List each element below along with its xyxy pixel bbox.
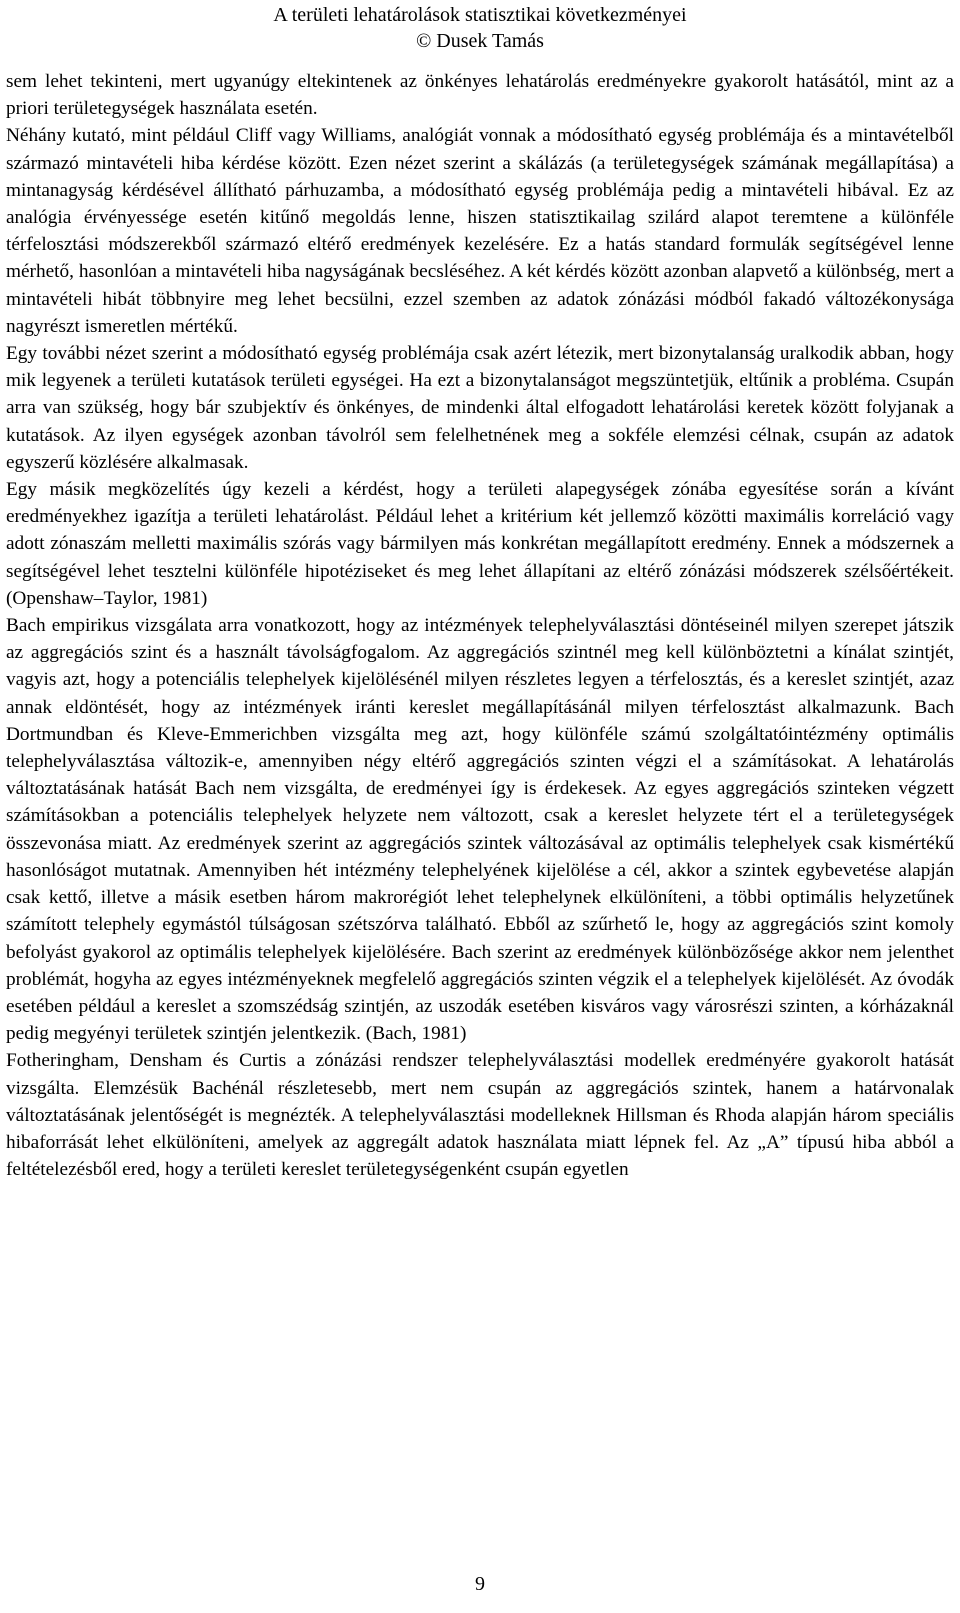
paragraph: Bach empirikus vizsgálata arra vonatkozott, hogy az intézmények telephelyválasztási döntéseinél milyen szerepet játszik az aggregációs szint és a használt távolságfogalom. Az aggregációs szintnél meg kell különböztetni a kínálat szintjét, vagyis azt, hogy a potenciális telephelyek kijelölésénél milyen részletes legyen a térfelosztás, és a kereslet szintjét, azaz annak eldöntését, hogy az intézmények iránti kereslet megállapításánál milyen térfelosztást alkalmazunk. Bach Dortmundban és Kleve-Emmerichben vizsgálta meg azt, hogy különféle számú szolgáltatóintézmény optimális telephelyválasztása változik-e, amennyiben négy eltérő aggregációs szinten végzi el a számításokat. A lehatárolás változtatásának hatását Bach nem vizsgálta, de eredményei így is érdekesek. Az egyes aggregációs szinteken végzett számításokban a potenciális telephelyek helyzete nem változott, csak a kereslet helyzete tért el a területegységek összevonása miatt. Az eredmények szerint az aggregációs szintek változásával az optimális telephelyek csak kismértékű hasonlóságot mutatnak. Amennyiben hét intézmény telephelyének kijelölése a cél, akkor a szintek egybevetése alapján csak kettő, illetve a másik esetben három makrorégiót lehet telephelynek elkülöníteni, a többi optimális helyzetűnek számított telephely egymástól túlságosan szétszórva található. Ebből az szűrhető le, hogy az aggregációs szint komoly befolyást gyakorol az optimális telephelyek kijelölésére. Bach szerint az eredmények különbözősége akkor nem jelenthet problémát, hogyha az egyes intézményeknek megfelelő aggregációs szinten végzik el a telephelyek kijelölését. Az óvodák esetében például a kereslet a szomszédság szintjén, az uszodák esetében kisváros vagy városrészi szinten, a kórházaknál pedig megyényi területek szintjén jelentkezik. (Bach, 1981) xyxy=(6,615,954,1045)
paragraph: Egy másik megközelítés úgy kezeli a kérdést, hogy a területi alapegységek zónába egyesítése során a kívánt eredményekhez igazítja a területi lehatárolást. Például lehet a kritérium két jellemző közötti maximális korreláció vagy adott zónaszám melletti maximális szórás vagy bármilyen más konkrétan megállapított eredmény. Ennek a módszernek a segítségével lehet tesztelni különféle hipotéziseket és meg lehet állapítani az eltérő zónázási módszerek szélsőértékeit. (Openshaw–Taylor, 1981) xyxy=(6,479,954,609)
page-header xyxy=(0,2,960,54)
paragraph: sem lehet tekinteni, mert ugyanúgy eltekintenek az önkényes lehatárolás eredményekre gyakorolt hatásától, mint az a priori területegységek használata esetén. xyxy=(6,71,954,120)
document-title: A területi lehatárolások statisztikai következményei xyxy=(273,4,687,26)
document-body xyxy=(6,68,954,1183)
paragraph: Fotheringham, Densham és Curtis a zónázási rendszer telephelyválasztási modellek eredményére gyakorolt hatását vizsgálta. Elemzésük Bachénál részletesebb, mert nem csupán az aggregációs szintek, hanem a határvonalak változtatásának jelentőségét is megnézték. A telephelyválasztási modelleknek Hillsman és Rhoda alapján három speciális hibaforrását lehet elkülöníteni, amelyek az aggregált adatok használata miatt lépnek fel. Az „A” típusú hiba abból a feltételezésből ered, hogy a területi kereslet területegységenként csupán egyetlen xyxy=(6,1050,954,1181)
page-number: 9 xyxy=(475,1573,485,1595)
document-author: © Dusek Tamás xyxy=(416,30,544,52)
paragraph: Néhány kutató, mint például Cliff vagy Williams, analógiát vonnak a módosítható egység problémája és a mintavételből származó mintavételi hiba kérdése között. Ezen nézet szerint a skálázás (a területegységek számának megállapítása) a mintanagyság kérdésével állítható párhuzamba, a módosítható egység problémája pedig a mintavételi hibával. Ez az analógia érvényessége esetén kitűnő megoldás lenne, hiszen statisztikailag szilárd alapot teremtene a különféle térfelosztási módszerekből származó eltérő eredmények kezelésére. Ez a hatás standard formulák segítségével lenne mérhető, hasonlóan a mintavételi hiba nagyságának becsléséhez. A két kérdés között azonban alapvető a különbség, mert a mintavételi hibát többnyire meg lehet becsülni, ezzel szemben az adatok zónázási módból fakadó változékonysága nagyrészt ismeretlen mértékű. xyxy=(6,125,954,337)
paragraph: Egy további nézet szerint a módosítható egység problémája csak azért létezik, mert bizonytalanság uralkodik abban, hogy mik legyenek a területi kutatások területi egységei. Ha ezt a bizonytalanságot megszüntetjük, eltűnik a probléma. Csupán arra van szükség, hogy bár szubjektív és önkényes, de mindenki által elfogadott lehatárolási keretek között folyjanak a kutatások. Az ilyen egységek azonban távolról sem felelhetnének meg a sokféle elemzési célnak, csupán az adatok egyszerű közlésére alkalmasak. xyxy=(6,343,954,473)
